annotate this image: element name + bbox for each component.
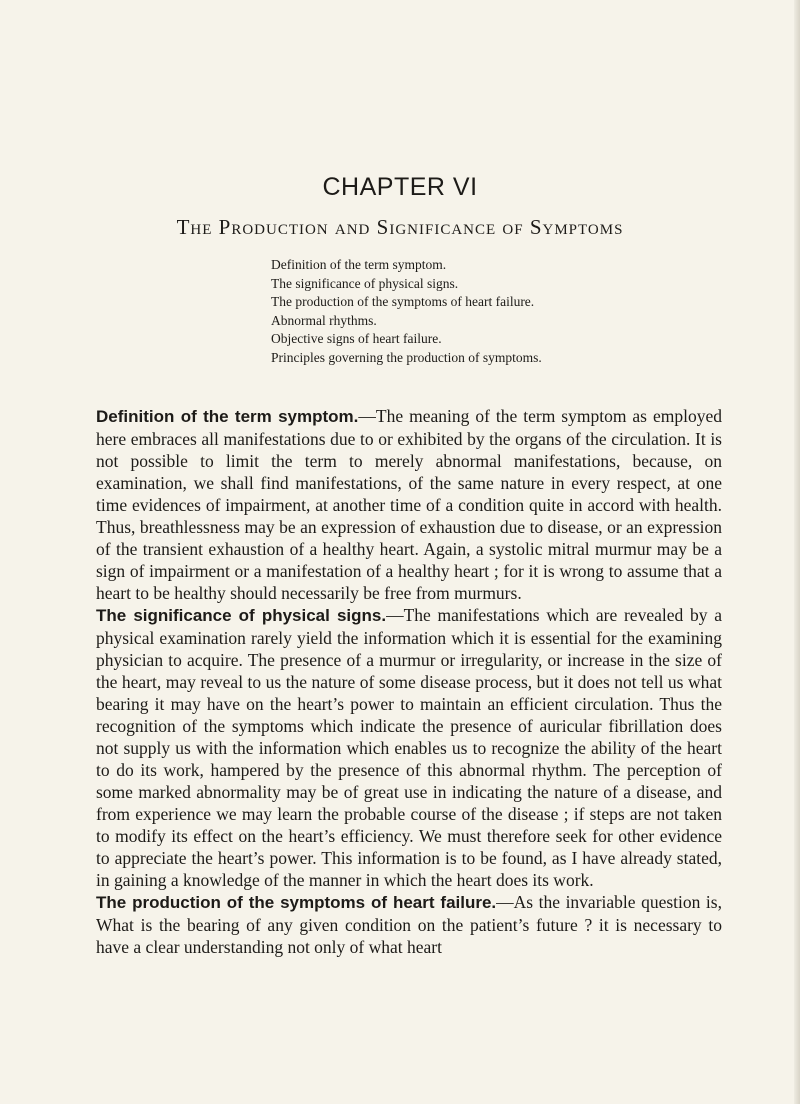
contents-item: The production of the symptoms of heart failure. xyxy=(271,294,535,309)
paragraph-text: —The meaning of the term symptom as employed here embraces all manifestations due to or exhibited by the organs of the circulation. It is not possible to limit the term to merely abnormal manifestations, because, on examination, we shall find manifestations, of the same nature in every respect, at one time evidences of impairment, at another time of a condition quite in accord with health. Thus, breathlessness may be an expression of exhaustion due to disease, or an expression of the transient exhaustion of a healthy heart. Again, a systolic mitral murmur may be a sign of impairment or a manifestation of a healthy heart ; for it is wrong to assume that a heart to be healthy should necessarily be free from murmurs. xyxy=(96,406,722,603)
paragraph xyxy=(96,604,722,891)
paragraph-text: —The manifestations which are revealed by a physical examination rarely yield the information which it is essential for the examining physician to acquire. The presence of a murmur or irregularity, or increase in the size of the heart, may reveal to us the nature of some disease process, but it does not tell us what bearing it may have on the heart’s power to maintain an efficient circulation. Thus the recognition of the symptoms which indicate the presence of auricular fibrillation does not supply us with the information which enables us to recognize the ability of the heart to do its work, hampered by the presence of this abnormal rhythm. The perception of some marked abnormality may be of great use in indicating the nature of a disease, and from experience we may learn the probable course of the disease ; if steps are not taken to modify its effect on the heart’s efficiency. We must therefore seek for other evidence to appreciate the heart’s power. This information is to be found, as I have already stated, in gaining a knowledge of the manner in which the heart does its work. xyxy=(96,605,722,890)
chapter-title: The Production and Significance of Symptoms xyxy=(176,215,624,239)
body-text xyxy=(96,405,722,958)
paragraph xyxy=(96,891,722,958)
paragraph-text: —As the invariable question is, What is the bearing of any given condition on the patient’s future ? it is necessary to have a clear understanding not only of what heart xyxy=(96,892,722,957)
chapter-contents xyxy=(271,256,691,367)
contents-item: Definition of the term symptom. xyxy=(271,257,447,272)
contents-item: The significance of physical signs. xyxy=(271,275,459,291)
section-heading: The production of the symptoms of heart failure. xyxy=(96,893,497,912)
chapter-number: CHAPTER VI xyxy=(322,173,478,201)
section-heading: Definition of the term symptom. xyxy=(96,407,359,426)
paragraph xyxy=(96,405,722,604)
contents-item: Abnormal rhythms. xyxy=(271,312,377,328)
contents-item: Principles governing the production of symptoms. xyxy=(271,349,542,365)
contents-item: Objective signs of heart failure. xyxy=(271,331,442,346)
section-heading: The significance of physical signs. xyxy=(96,606,387,625)
page-edge xyxy=(794,0,800,1104)
